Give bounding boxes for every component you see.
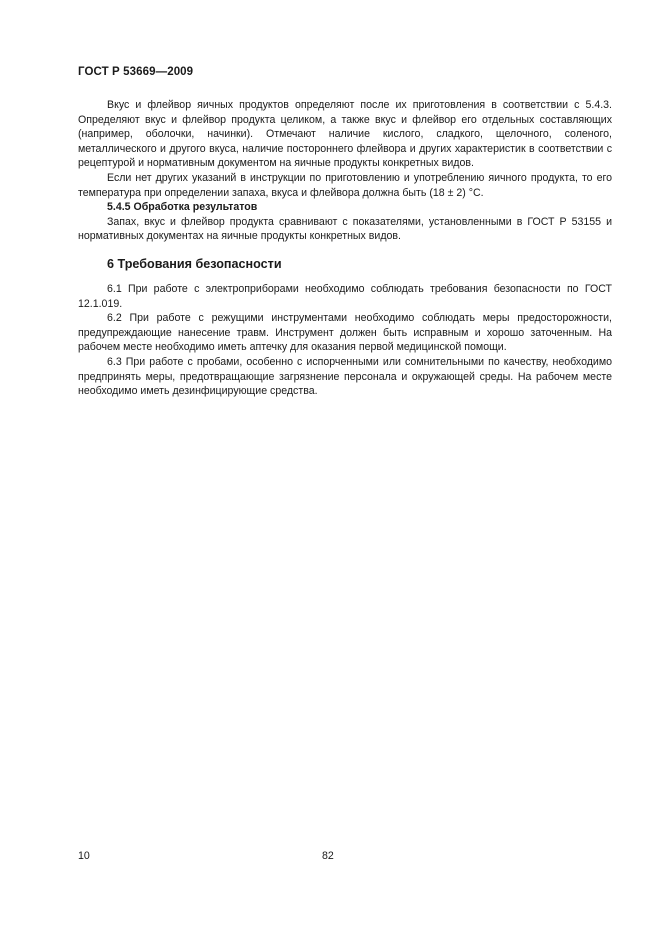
sheet-number: 82 xyxy=(322,850,334,862)
paragraph-taste-flavor: Вкус и флейвор яичных продуктов определяют после их приготовления в соответствии с 5.4.3. Определяют вкус и флейвор продукта целиком, а также вкус и флейвор его отдельных составляющих (например, оболочки, начинки). Отмечают наличие кислого, сладкого, щелочного, соленого, металлического и другого вкуса, наличие постороннего флейвора и других характеристик в соответствии с рецептурой и нормативным документом на яичные продукты конкретных видов. xyxy=(78,99,612,170)
paragraph-safety-6-3: 6.3 При работе с пробами, особенно с испорченными или сомнительными по качеству, необходимо предпринять меры, предотвращающие загрязнение персонала и окружающей среды. На рабочем месте необходимо иметь дезинфицирующие средства. xyxy=(78,355,612,398)
paragraph-safety-6-2: 6.2 При работе с режущими инструментами необходимо соблюдать меры предосторожности, предупреждающие нанесение травм. Инструмент должен быть исправным и хорошо заточенным. На рабочем месте необходимо иметь аптечку для оказания первой медицинской помощи. xyxy=(78,312,612,354)
page-body xyxy=(78,98,612,399)
page-number: 10 xyxy=(78,850,90,862)
paragraph-temperature: Если нет других указаний в инструкции по приготовлению и употреблению яичного продукта, то его температура при определении запаха, вкуса и флейвора должна быть (18 ± 2) °С. xyxy=(78,171,612,199)
section-title-safety: 6 Требования безопасности xyxy=(107,256,282,271)
paragraph-results: Запах, вкус и флейвор продукта сравнивают с показателями, установленными в ГОСТ Р 53155 и нормативных документах на яичные продукты конкретных видов. xyxy=(78,215,612,243)
paragraph-safety-6-1: 6.1 При работе с электроприборами необходимо соблюдать требования безопасности по ГОСТ 12.1.019. xyxy=(78,282,612,310)
document-code-header: ГОСТ Р 53669—2009 xyxy=(78,66,194,78)
subsection-title-results: 5.4.5 Обработка результатов xyxy=(107,201,258,214)
